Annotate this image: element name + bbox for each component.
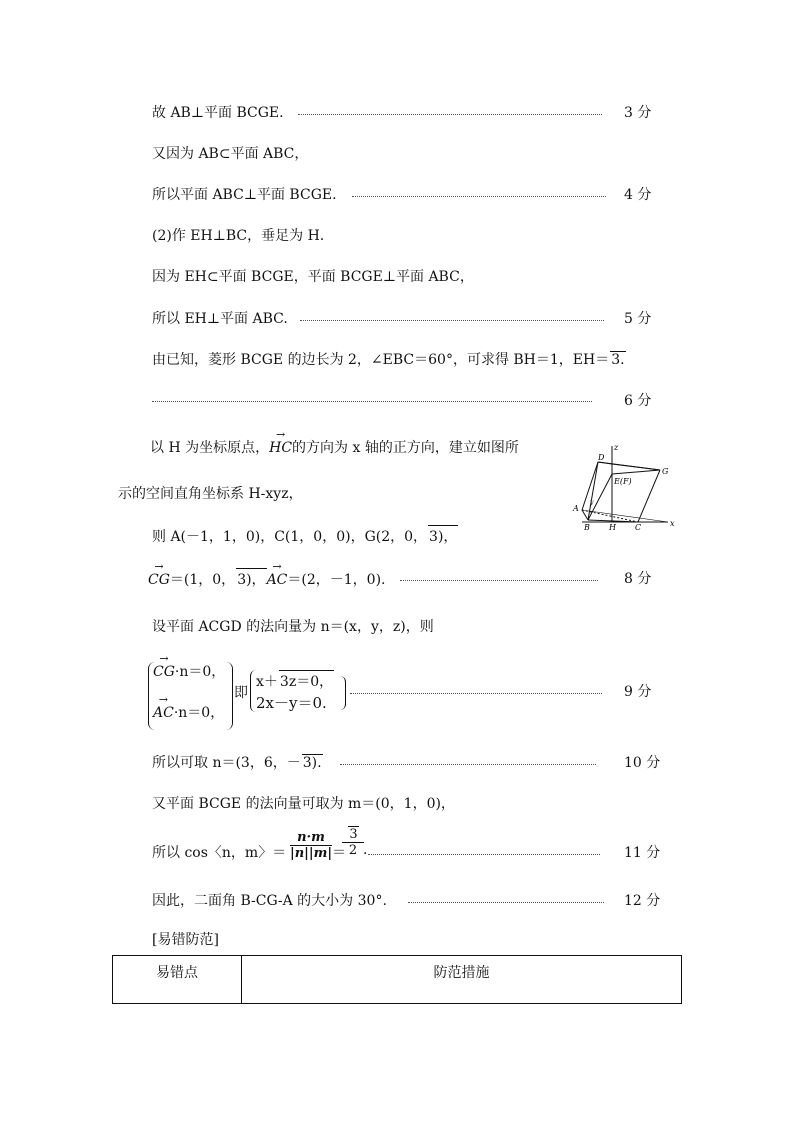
vector-ac: → AC	[153, 705, 174, 721]
vector-hc: → HC	[269, 440, 292, 456]
score: 12 分	[624, 893, 661, 909]
score: 5 分	[624, 311, 652, 327]
coordinate-figure	[568, 440, 680, 532]
section-heading: [易错防范]	[152, 932, 219, 948]
fraction-numerator	[342, 826, 364, 843]
eq-x-z	[256, 670, 334, 691]
leader-dots	[368, 854, 600, 855]
text-line: (2)作 EH⊥BC，垂足为 H.	[152, 228, 325, 244]
label-b: B	[584, 523, 590, 532]
text-segment: 则 A(－1，1，0)，C(1，0，0)，G(2，0，	[152, 529, 428, 545]
leader-dots	[352, 196, 606, 197]
text-line	[152, 752, 323, 772]
label-z: z	[614, 443, 619, 452]
label-a: A	[573, 504, 579, 513]
eq-cg-n	[153, 661, 225, 681]
text-segment: 由已知，菱形 BCGE 的边长为 2，∠EBC＝60°，可求得 BH＝1，EH＝	[152, 352, 610, 368]
leader-dots	[340, 764, 596, 765]
sqrt-expr: 3)，	[236, 568, 266, 589]
text-segment: ＝	[332, 845, 346, 861]
sqrt-expr: 3).	[302, 755, 322, 771]
vector-cg: → CG	[153, 664, 175, 680]
text-segment: ＝(1，0，	[169, 572, 236, 588]
text-line: 设平面 ACGD 的法向量为 n＝(x，y，z)，则	[152, 619, 434, 635]
label-g: G	[662, 467, 669, 476]
table-header-cell: 易错点	[113, 956, 242, 1004]
label-x: x	[670, 519, 675, 528]
score: 4 分	[624, 187, 652, 203]
vector-ac: → AC	[267, 572, 288, 588]
leader-dots	[298, 114, 602, 115]
sqrt-expr: 3.	[611, 352, 625, 368]
score: 10 分	[624, 755, 661, 771]
text-line: 因为 EH⊂平面 BCGE，平面 BCGE⊥平面 ABC，	[152, 269, 474, 285]
text-line	[148, 568, 386, 589]
right-brace	[340, 676, 346, 710]
text-segment: ·n＝0，	[173, 705, 225, 721]
text-line: 又因为 AB⊂平面 ABC，	[152, 146, 309, 162]
table-row	[113, 956, 682, 1004]
eq-2x-y: 2x－y＝0.	[256, 694, 327, 712]
fraction-numerator: n·m	[290, 830, 332, 846]
text-segment: 所以可取 n＝(3，6，－	[152, 755, 301, 771]
text-line: 因此，二面角 B-CG-A 的大小为 30°.	[152, 893, 387, 909]
leader-dots	[350, 693, 602, 694]
text-line	[150, 437, 519, 457]
text-line: 又平面 BCGE 的法向量可取为 m＝(0，1，0)，	[152, 796, 455, 812]
text-segment: 所以 cos〈n，m〉＝	[152, 845, 287, 861]
sqrt-expr: 3z＝0，	[279, 670, 334, 691]
fraction	[342, 826, 364, 858]
score: 3 分	[624, 105, 652, 121]
label-d: D	[598, 453, 605, 462]
sqrt-expr: 3)，	[428, 525, 458, 546]
right-brace	[226, 662, 233, 730]
label-ef: E(F)	[614, 477, 632, 486]
text-segment: 即	[234, 685, 248, 701]
text-segment: 的方向为 x 轴的正方向，建立如图所	[292, 440, 519, 456]
text-segment: ＝(2，－1，0).	[287, 572, 386, 588]
label-h: H	[609, 523, 616, 532]
table-header-cell: 防范措施	[242, 956, 682, 1004]
text-line: 示的空间直角坐标系 H-xyz，	[118, 486, 303, 502]
text-line	[152, 525, 458, 546]
score: 6 分	[624, 393, 652, 409]
eq-ac-n	[153, 702, 224, 722]
text-segment: 以 H 为坐标原点，	[150, 440, 270, 456]
fraction	[290, 830, 332, 861]
leader-dots	[152, 401, 592, 402]
text-line: 故 AB⊥平面 BCGE.	[152, 105, 284, 121]
text-line	[152, 349, 626, 369]
score: 11 分	[624, 845, 661, 861]
vector-cg: → CG	[148, 572, 170, 588]
sqrt-expr: 3	[349, 827, 358, 842]
fraction-denominator: |n||m|	[290, 846, 333, 861]
mistake-prevention-table	[112, 955, 682, 1004]
leader-dots	[400, 580, 598, 581]
leader-dots	[408, 902, 604, 903]
score: 8 分	[624, 571, 652, 587]
text-line: 所以平面 ABC⊥平面 BCGE.	[152, 187, 337, 203]
text-segment: x＋	[256, 674, 278, 690]
label-y: y	[590, 499, 594, 506]
text-segment: .	[363, 842, 368, 858]
score: 9 分	[624, 684, 652, 700]
label-c: C	[635, 523, 642, 532]
fraction-denominator: 2	[348, 843, 358, 858]
text-segment: ·n＝0，	[174, 664, 226, 680]
leader-dots	[300, 320, 604, 321]
text-line: 所以 EH⊥平面 ABC.	[152, 311, 288, 327]
